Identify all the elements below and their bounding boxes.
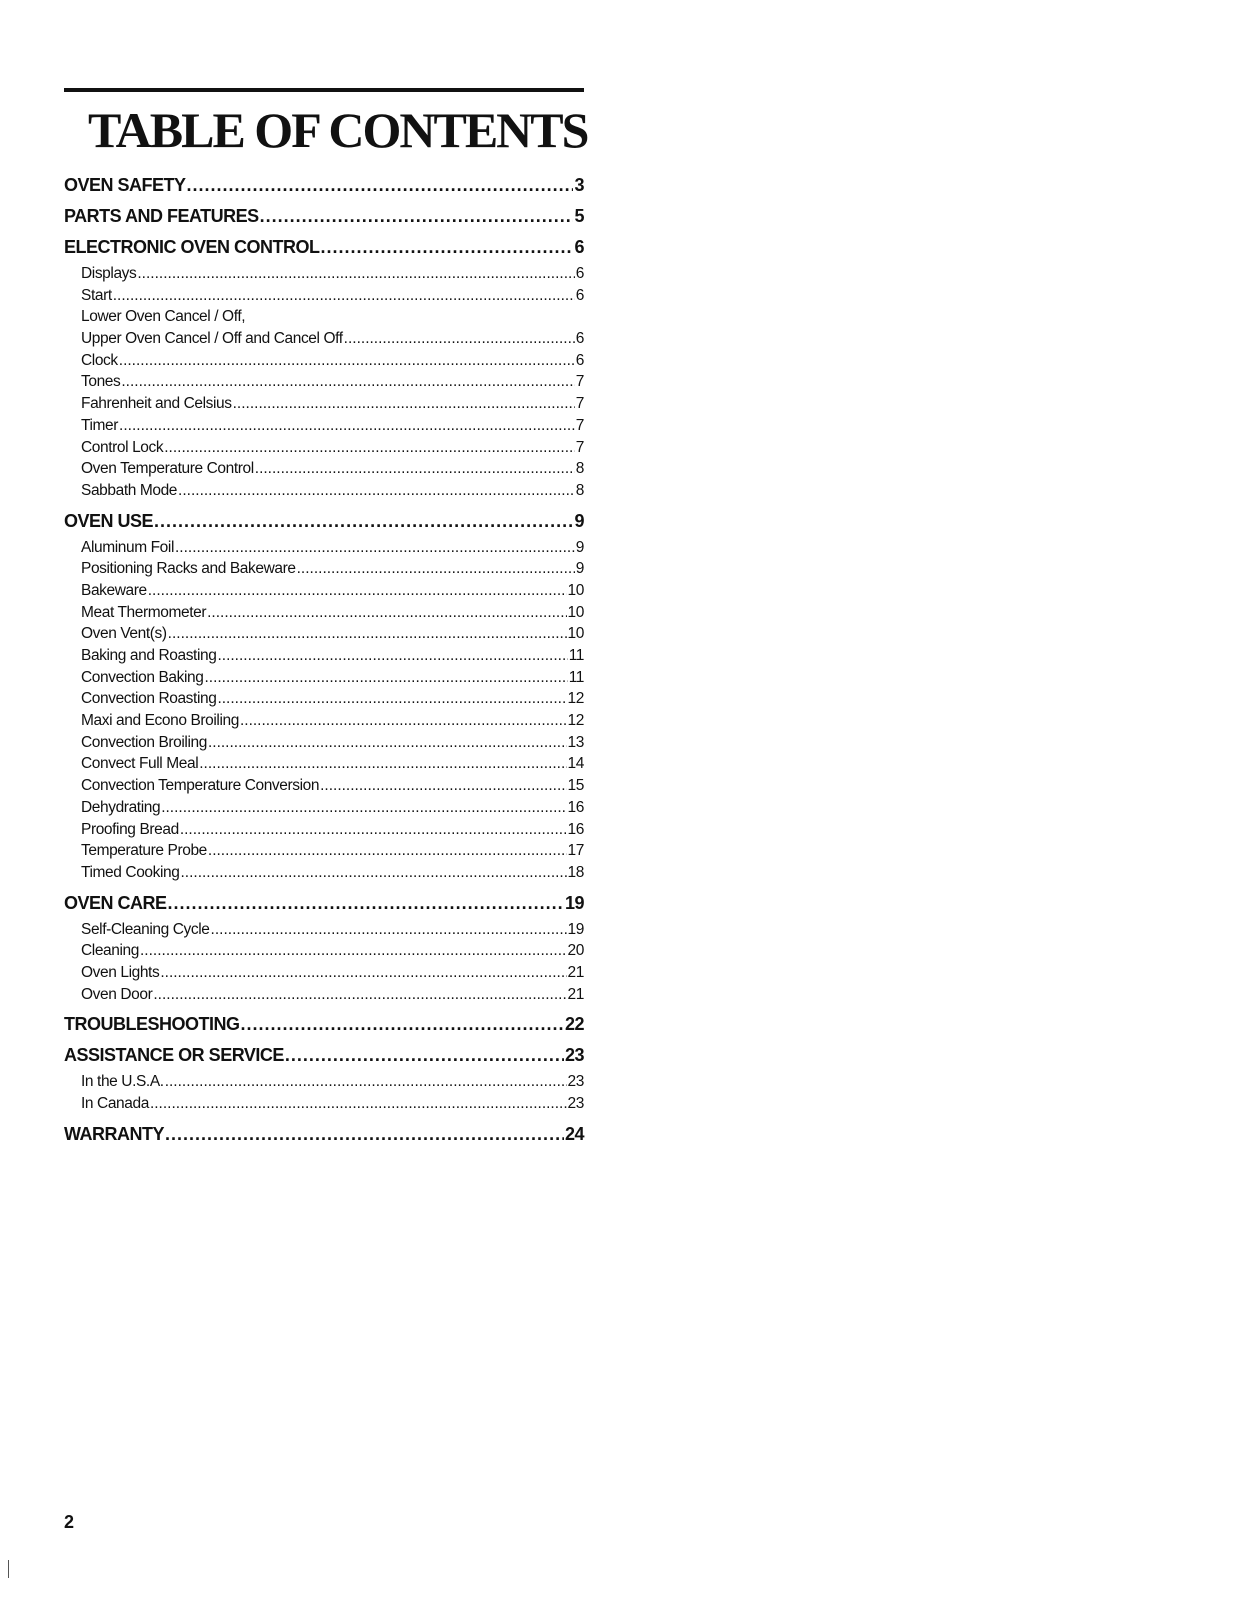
toc-minor-entry[interactable] <box>64 458 584 480</box>
dot-leader <box>344 328 575 350</box>
toc-minor-entry[interactable] <box>64 962 584 984</box>
dot-leader <box>211 919 567 941</box>
toc-entry-label: ELECTRONIC OVEN CONTROL <box>64 237 320 257</box>
toc-entry-page: 8 <box>575 460 584 478</box>
toc-entry-label: Displays <box>81 265 137 282</box>
toc-entry-label: Convection Baking <box>81 668 204 686</box>
dot-leader <box>255 458 575 480</box>
toc-minor-entry[interactable] <box>64 940 584 962</box>
toc-entry-page: 7 <box>575 395 584 413</box>
toc-entry-label: Lower Oven Cancel / Off, <box>81 308 246 326</box>
toc-entry-page: 22 <box>564 1014 584 1035</box>
dot-leader <box>153 984 566 1006</box>
toc-minor-entry[interactable] <box>64 732 584 754</box>
toc-major-entry[interactable] <box>64 170 584 201</box>
toc-entry-label: Oven Lights <box>81 963 160 981</box>
toc-minor-entry[interactable] <box>64 797 584 819</box>
toc-major-entry[interactable] <box>64 232 584 263</box>
toc-minor-entry[interactable] <box>64 480 584 502</box>
toc-section <box>64 888 584 1006</box>
dot-leader <box>208 732 567 754</box>
dot-leader <box>160 962 566 984</box>
toc-minor-entry[interactable] <box>64 984 584 1006</box>
toc-minor-entry[interactable] <box>64 328 584 350</box>
toc-minor-entry[interactable] <box>64 819 584 841</box>
title-rule <box>64 88 584 92</box>
toc-entry-page: 7 <box>575 373 584 391</box>
toc-entry-page: 12 <box>567 712 584 730</box>
toc-entry-page: 6 <box>575 265 584 282</box>
dot-leader <box>260 201 574 232</box>
dot-leader <box>113 285 575 307</box>
dot-leader <box>208 840 567 862</box>
toc-subentries <box>64 1071 584 1114</box>
toc-entry-page: 6 <box>575 351 584 369</box>
dot-leader <box>207 602 566 624</box>
toc-entry-label: Temperature Probe <box>81 842 207 860</box>
toc-entry-page: 7 <box>575 416 584 434</box>
dot-leader <box>175 537 575 559</box>
toc-section <box>64 1040 584 1114</box>
toc-entry-page: 13 <box>567 733 584 751</box>
toc-entry-label: ASSISTANCE OR SERVICE <box>64 1045 284 1066</box>
dot-leader <box>285 1040 564 1071</box>
toc-entry-page: 16 <box>567 820 584 838</box>
toc-entry-page: 9 <box>574 510 584 531</box>
toc-minor-entry[interactable] <box>64 667 584 689</box>
toc-entry-page: 5 <box>574 206 584 226</box>
toc-entry-label: Dehydrating <box>81 798 161 816</box>
toc-entry-page: 23 <box>567 1095 584 1112</box>
toc-entry-label: Timed Cooking <box>81 863 180 881</box>
toc-entry-label: Positioning Racks and Bakeware <box>81 560 296 578</box>
toc-section <box>64 1119 584 1150</box>
toc-entry-page: 19 <box>567 920 584 938</box>
toc-minor-entry[interactable] <box>64 537 584 559</box>
toc-entry-page: 7 <box>575 438 584 456</box>
toc-minor-entry[interactable] <box>64 306 584 328</box>
toc-entry-label: Baking and Roasting <box>81 647 217 664</box>
dot-leader <box>217 645 567 667</box>
toc-entry-page: 16 <box>567 798 584 816</box>
toc-entry-label: Aluminum Foil <box>81 538 174 556</box>
toc-subentries <box>64 263 584 502</box>
toc-minor-entry[interactable] <box>64 753 584 775</box>
dot-leader <box>119 350 575 372</box>
toc-entry-label: Control Lock <box>81 438 164 456</box>
toc-major-entry[interactable] <box>64 888 584 919</box>
dot-leader <box>217 688 566 710</box>
toc-entry-label: Fahrenheit and Celsius <box>81 395 232 413</box>
dot-leader <box>187 170 574 201</box>
toc-entry-label: Tones <box>81 373 121 391</box>
toc-major-entry[interactable] <box>64 1009 584 1040</box>
dot-leader <box>233 393 575 415</box>
toc-minor-entry[interactable] <box>64 1071 584 1093</box>
toc-entry-page: 6 <box>575 330 584 348</box>
toc-entry-page: 3 <box>574 175 584 195</box>
toc-minor-entry[interactable] <box>64 602 584 624</box>
toc-minor-entry[interactable] <box>64 350 584 372</box>
toc-major-entry[interactable] <box>64 506 584 537</box>
toc-entry-label: Timer <box>81 416 119 434</box>
toc-entry-label: Maxi and Econo Broiling <box>81 712 239 730</box>
toc-entry-label: Cleaning <box>81 942 139 960</box>
toc-entry-label: Upper Oven Cancel / Off and Cancel Off <box>81 330 343 348</box>
dot-leader <box>241 1009 564 1040</box>
toc-minor-entry[interactable] <box>64 862 584 884</box>
dot-leader <box>180 819 567 841</box>
dot-leader <box>320 775 566 797</box>
toc-entry-label: Proofing Bread <box>81 820 179 838</box>
toc-minor-entry[interactable] <box>64 415 584 437</box>
page-title: TABLE OF CONTENTS <box>88 102 588 158</box>
toc-minor-entry[interactable] <box>64 1093 584 1115</box>
toc-entry-label: PARTS AND FEATURES <box>64 206 259 226</box>
page-number: 2 <box>64 1512 75 1532</box>
toc-section <box>64 506 584 884</box>
dot-leader <box>161 797 566 819</box>
toc-entry-label: Start <box>81 286 112 304</box>
toc-entry-label: Convect Full Meal <box>81 755 199 773</box>
toc-entry-label: OVEN USE <box>64 510 154 531</box>
toc-minor-entry[interactable] <box>64 371 584 393</box>
toc-entry-page: 14 <box>567 755 584 773</box>
dot-leader <box>140 940 567 962</box>
toc-entry-label: Oven Temperature Control <box>81 460 254 478</box>
toc-minor-entry[interactable] <box>64 840 584 862</box>
dot-leader <box>168 888 564 919</box>
dot-leader <box>150 1093 567 1115</box>
dot-leader <box>148 580 567 602</box>
toc-entry-page: 21 <box>567 963 584 981</box>
table-of-contents <box>64 170 584 1150</box>
toc-entry-label: TROUBLESHOOTING <box>64 1014 240 1035</box>
toc-entry-page: 12 <box>567 690 584 708</box>
toc-entry-label: Oven Vent(s) <box>81 625 167 643</box>
toc-entry-label: WARRANTY <box>64 1123 164 1144</box>
toc-entry-page: 10 <box>567 625 584 643</box>
toc-major-entry[interactable] <box>64 1040 584 1071</box>
toc-entry-page: 23 <box>564 1045 584 1066</box>
toc-minor-entry[interactable] <box>64 645 584 667</box>
dot-leader <box>165 1071 567 1093</box>
toc-major-entry[interactable] <box>64 1119 584 1150</box>
toc-entry-page: 15 <box>567 777 584 795</box>
toc-major-entry[interactable] <box>64 201 584 232</box>
toc-entry-page: 9 <box>575 560 584 578</box>
toc-entry-page: 9 <box>575 538 584 556</box>
toc-entry-label: Convection Temperature Conversion <box>81 777 320 795</box>
scan-artifact-mark <box>8 1560 9 1578</box>
toc-entry-label: In the U.S.A. <box>81 1073 164 1091</box>
toc-entry-label: Clock <box>81 351 118 369</box>
dot-leader <box>180 862 566 884</box>
toc-entry-label: In Canada <box>81 1095 149 1112</box>
dot-leader <box>164 437 575 459</box>
toc-entry-page: 11 <box>568 647 584 664</box>
dot-leader <box>168 623 567 645</box>
toc-entry-page: 10 <box>567 603 584 621</box>
toc-entry-label: OVEN SAFETY <box>64 175 186 195</box>
toc-minor-entry[interactable] <box>64 558 584 580</box>
toc-minor-entry[interactable] <box>64 775 584 797</box>
dot-leader <box>178 480 575 502</box>
toc-minor-entry[interactable] <box>64 623 584 645</box>
dot-leader <box>154 506 573 537</box>
toc-entry-page: 10 <box>567 581 584 599</box>
toc-subentries <box>64 919 584 1006</box>
toc-minor-entry[interactable] <box>64 263 584 285</box>
toc-entry-label: Self-Cleaning Cycle <box>81 920 210 938</box>
toc-minor-entry[interactable] <box>64 919 584 941</box>
toc-minor-entry[interactable] <box>64 393 584 415</box>
toc-subentries <box>64 537 584 884</box>
dot-leader <box>297 558 575 580</box>
toc-entry-page: 19 <box>564 892 584 913</box>
toc-entry-label: Convection Broiling <box>81 733 207 751</box>
toc-entry-label: Oven Door <box>81 985 153 1003</box>
toc-entry-page: 18 <box>567 863 584 881</box>
toc-entry-label: Meat Thermometer <box>81 603 207 621</box>
toc-entry-label: Sabbath Mode <box>81 481 178 499</box>
dot-leader <box>137 263 574 285</box>
dot-leader <box>321 232 574 263</box>
dot-leader <box>121 371 574 393</box>
toc-entry-page: 17 <box>567 842 584 860</box>
dot-leader <box>204 667 567 689</box>
dot-leader <box>199 753 566 775</box>
toc-entry-page: 20 <box>567 942 584 960</box>
toc-minor-entry[interactable] <box>64 580 584 602</box>
toc-minor-entry[interactable] <box>64 285 584 307</box>
toc-section <box>64 1009 584 1040</box>
toc-entry-page: 21 <box>567 985 584 1003</box>
toc-entry-label: Bakeware <box>81 581 147 599</box>
toc-section <box>64 232 584 502</box>
dot-leader <box>119 415 575 437</box>
toc-entry-label: Convection Roasting <box>81 690 217 708</box>
toc-minor-entry[interactable] <box>64 437 584 459</box>
toc-entry-page: 6 <box>574 237 584 257</box>
toc-entry-page: 11 <box>568 668 584 686</box>
toc-entry-page: 23 <box>567 1073 584 1091</box>
toc-entry-page: 6 <box>575 286 584 304</box>
toc-entry-page: 8 <box>575 481 584 499</box>
toc-minor-entry[interactable] <box>64 710 584 732</box>
toc-entry-page: 24 <box>564 1123 584 1144</box>
toc-minor-entry[interactable] <box>64 688 584 710</box>
toc-section <box>64 170 584 201</box>
dot-leader <box>240 710 567 732</box>
toc-section <box>64 201 584 232</box>
dot-leader <box>165 1119 564 1150</box>
toc-entry-label: OVEN CARE <box>64 892 167 913</box>
